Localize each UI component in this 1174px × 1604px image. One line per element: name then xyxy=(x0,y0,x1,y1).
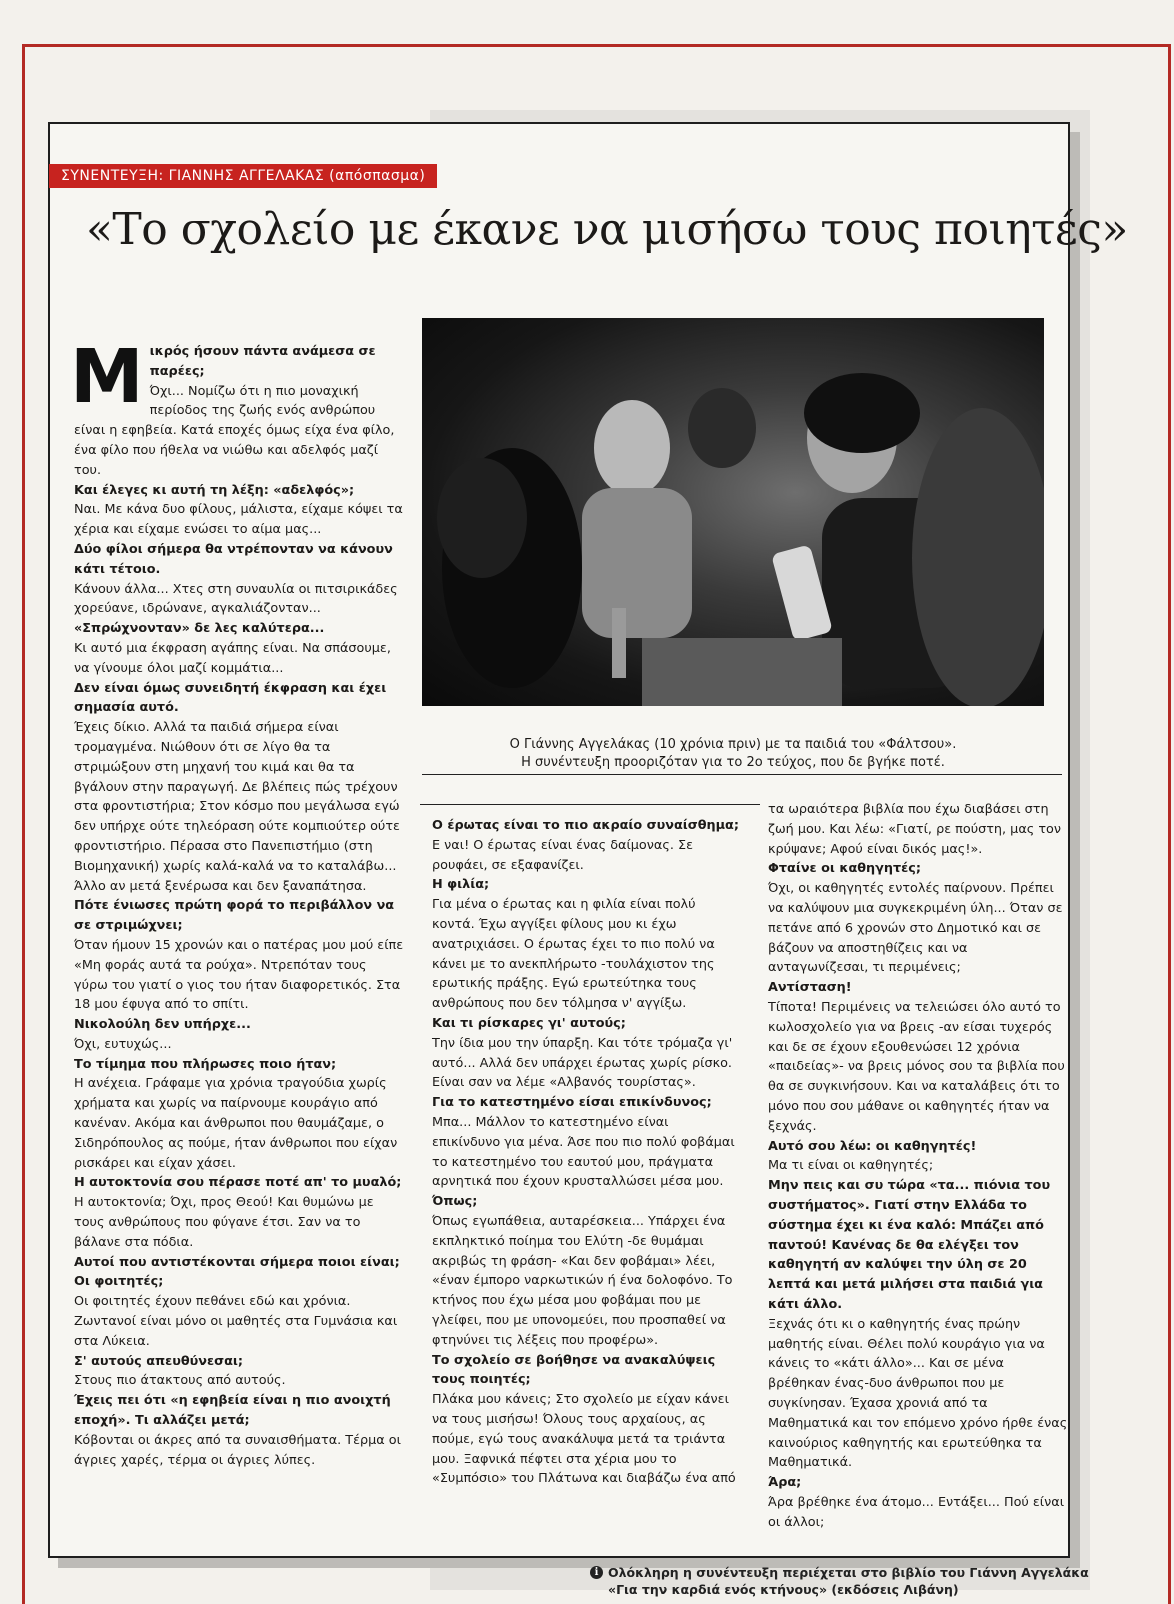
question: Αυτοί που αντιστέκονται σήμερα ποιοι είναι; Οι φοιτητές; xyxy=(74,1254,400,1290)
answer: τα ωραιότερα βιβλία που έχω διαβάσει στη ζωή μου. Και λέω: «Γιατί, ρε πούστη, μας τον κρύψανε; Αφού είναι δικός μας!». xyxy=(768,802,1062,857)
answer: Κόβονται οι άκρες από τα συναισθήματα. Τέρμα οι άγριες χαρές, τέρμα οι άγριες λύπες. xyxy=(74,1432,401,1468)
column-2 xyxy=(432,816,740,1489)
column-1-text xyxy=(74,342,404,1470)
question: Έχεις πει ότι «η εφηβεία είναι η πιο ανοιχτή εποχή». Τι αλλάζει μετά; xyxy=(74,1393,391,1429)
column-3-text xyxy=(768,800,1068,1532)
question: Αντίσταση! xyxy=(768,980,852,996)
question: Άρα; xyxy=(768,1475,802,1491)
article-box xyxy=(48,122,1128,1558)
footnote xyxy=(594,1564,1168,1598)
question: Ο έρωτας είναι το πιο ακραίο συναίσθημα; xyxy=(432,818,739,833)
answer: Άρα βρέθηκε ένα άτομο... Εντάξει... Πού είναι οι άλλοι; xyxy=(768,1494,1065,1530)
question: Η αυτοκτονία σου πέρασε ποτέ απ' το μυαλό; xyxy=(74,1175,402,1191)
question: Δεν είναι όμως συνειδητή έκφραση και έχει σημασία αυτό. xyxy=(74,680,387,716)
answer: Μα τι είναι οι καθηγητές; xyxy=(768,1158,934,1174)
answer: Η ανέχεια. Γράφαμε για χρόνια τραγούδια χωρίς χρήματα και χωρίς να παίρνουμε κουράγιο από κανέναν. Ακόμα και άνθρωποι που θαυμάζαμε, ο Σιδηρόπουλος ας πούμε, ήταν άνθρωποι που είχαν ρισκάρει και είχαν χάσει. xyxy=(74,1076,398,1171)
photo-caption xyxy=(422,736,1044,772)
column-3 xyxy=(768,800,1068,1532)
answer: Οι φοιτητές έχουν πεθάνει εδώ και χρόνια. Ζωντανοί είναι μόνο οι μαθητές στα Γυμνάσια και στα Λύκεια. xyxy=(74,1294,398,1349)
headline: «Το σχολείο με έκανε να μισήσω τους ποιητές» xyxy=(86,204,1128,255)
question: Για το κατεστημένο είσαι επικίνδυνος; xyxy=(432,1095,712,1111)
answer: Ξεχνάς ότι κι ο καθηγητής ένας πρώην μαθητής είναι. Θέλει πολύ κουράγιο για να κάνεις το «κάτι άλλο»... Και σε μένα βρέθηκαν ένας-δυο άνθρωποι που με συγκίνησαν. Έχασα χρονιά από τα Μαθηματικά και τον επόμενο χρόνο ήρθε ένας καινούριος καθηγητής και ερωτεύθηκα τα Μαθηματικά. xyxy=(768,1316,1068,1471)
question: Και τι ρίσκαρες γι' αυτούς; xyxy=(432,1015,626,1031)
question: Φταίνε οι καθηγητές; xyxy=(768,861,921,877)
answer: Η αυτοκτονία; Όχι, προς Θεού! Και θυμώνω με τους ανθρώπους που φύγανε έτσι. Σαν να το βάλανε στα πόδια. xyxy=(74,1195,374,1250)
question: Πότε ένιωσες πρώτη φορά το περιβάλλον να σε στριμώχνει; xyxy=(74,898,395,934)
section-tag: ΣΥΝΕΝΤΕΥΞΗ: ΓΙΑΝΝΗΣ ΑΓΓΕΛΑΚΑΣ (απόσπασμα) xyxy=(49,164,437,188)
answer: Όπως εγωπάθεια, αυταρέσκεια... Υπάρχει ένα εκπληκτικό ποίημα του Ελύτη -δε θυμάμαι ακριβώς τη φράση- «Και δεν φοβάμαι» λέει, «έναν έμπορο ναρκωτικών ή ένα δολοφόνο. Το κτήνος που έχω μέσα μου φοβάμαι που με γλείφει, που με υπονομεύει, που προσπαθεί να φτηνύνει τις λέξεις που προφέρω». xyxy=(432,1213,733,1348)
answer: Ναι. Με κάνα δυο φίλους, μάλιστα, είχαμε κόψει τα χέρια και είχαμε ενώσει το αίμα μας... xyxy=(74,502,403,538)
answer: Μπα... Μάλλον το κατεστημένο είναι επικίνδυνο για μένα. Άσε που πιο πολύ φοβάμαι το κατεστημένο του εαυτού μου, πράγματα αρνητικά που έχουν κρυσταλλώσει μέσα μου. xyxy=(432,1114,735,1190)
question: Μην πεις και συ τώρα «τα... πιόνια του συστήματος». Γιατί στην Ελλάδα το σύστημα έχει κι ένα καλό: Μπάζει από παντού! Κανένας δε θα ελέγξει τον καθηγητή αν καλύψει την ύλη σε 20 λεπτά και μετά μιλήσει στα παιδιά για κάτι άλλο. xyxy=(768,1178,1051,1312)
answer: Ε ναι! Ο έρωτας είναι ένας δαίμονας. Σε ρουφάει, σε εξαφανίζει. xyxy=(432,837,693,873)
drop-cap: Μ xyxy=(70,334,144,420)
footnote-line-1: Ολόκληρη η συνέντευξη περιέχεται στο βιβλίο του Γιάννη Αγγελάκα xyxy=(608,1565,1089,1580)
question: Όπως; xyxy=(432,1194,478,1210)
question: Η φιλία; xyxy=(432,877,490,893)
answer: Την ίδια μου την ύπαρξη. Και τότε τρόμαζα γι' αυτό... Αλλά δεν υπάρχει έρωτας χωρίς ρίσκο. Είναι σαν να λέμε «Αλβανός τουρίστας». xyxy=(432,1035,733,1091)
caption-rule xyxy=(422,774,1062,775)
column-2-text xyxy=(432,816,740,1489)
question: ικρός ήσουν πάντα ανάμεσα σε παρέες; xyxy=(149,344,376,379)
answer: Κάνουν άλλα... Χτες στη συναυλία οι πιτσιρικάδες χορεύανε, ιδρώνανε, αγκαλιάζονταν... xyxy=(74,581,398,617)
question: Το τίμημα που πλήρωσες ποιο ήταν; xyxy=(74,1056,337,1072)
answer: Στους πιο άτακτους από αυτούς. xyxy=(74,1373,286,1389)
question: Σ' αυτούς απευθύνεσαι; xyxy=(74,1353,244,1369)
caption-line-1: Ο Γιάννης Αγγελάκας (10 χρόνια πριν) με τα παιδιά του «Φάλτσου». xyxy=(509,737,957,752)
question: Και έλεγες κι αυτή τη λέξη: «αδελφός»; xyxy=(74,482,355,498)
answer: Όχι, ευτυχώς... xyxy=(74,1036,172,1052)
question: «Σπρώχνονταν» δε λες καλύτερα... xyxy=(74,621,325,637)
answer: Τίποτα! Περιμένεις να τελειώσει όλο αυτό το κωλοσχολείο για να βρεις -αν είσαι τυχερός και δε σε έχουν εξουθενώσει 12 χρόνια «παιδείας»- να βρεις μόνος σου τα βιβλία που θα σε συγκινήσουν. Και να καταλάβεις ότι το μόνο που σου μάθανε οι καθηγητές ήταν να ξεχνάς. xyxy=(768,999,1065,1134)
answer: Όχι, οι καθηγητές εντολές παίρνουν. Πρέπει να καλύψουν μια συγκεκριμένη ύλη... Όταν σε πετάνε από 6 χρονών στο Δημοτικό και σε βάζουν να αποστηθίζεις και να ανταγωνίζεσαι, τι περιμένεις; xyxy=(768,881,1063,976)
answer: Κι αυτό μια έκφραση αγάπης είναι. Να σπάσουμε, να γίνουμε όλοι μαζί κομμάτια... xyxy=(74,640,391,676)
question: Αυτό σου λέω: οι καθηγητές! xyxy=(768,1138,977,1154)
question: Νικολούλη δεν υπήρχε... xyxy=(74,1017,251,1033)
caption-line-2: Η συνέντευξη προοριζόταν για το 2ο τεύχος, που δε βγήκε ποτέ. xyxy=(521,755,945,770)
question: Το σχολείο σε βοήθησε να ανακαλύψεις τους ποιητές; xyxy=(432,1352,716,1388)
answer: Όταν ήμουν 15 χρονών και ο πατέρας μου μού είπε «Μη φοράς αυτά τα ρούχα». Ντρεπόταν τους γύρω του γιατί ο γιος του ήταν διαφορετικός. Στα 18 μου έφυγα από το σπίτι. xyxy=(74,937,404,1013)
footnote-line-2: «Για την καρδιά ενός κτήνους» (εκδόσεις Λιβάνη) xyxy=(608,1582,959,1597)
interview-photo xyxy=(422,318,1044,706)
answer: Όχι... Νομίζω ότι η πιο μοναχική περίοδος της ζωής ενός ανθρώπου είναι η εφηβεία. Κατά εποχές όμως είχα ένα φίλο, ένα φίλο που ήθελα να νιώθω και αδελφός μαζί του. xyxy=(74,383,395,478)
answer: Πλάκα μου κάνεις; Στο σχολείο με είχαν κάνει να τους μισήσω! Όλους τους αρχαίους, ας πούμε, εγώ τους ανακάλυψα μετά τα τριάντα μου. Ξαφνικά πέφτει στα χέρια μου το «Συμπόσιο» του Πλάτωνα και διαβάζω ένα από xyxy=(432,1392,736,1487)
info-icon: i xyxy=(590,1566,603,1579)
column-1 xyxy=(70,334,404,1470)
answer: Έχεις δίκιο. Αλλά τα παιδιά σήμερα είναι τρομαγμένα. Νιώθουν ότι σε λίγο θα τα στριμώξουν στη μηχανή του κιμά και θα τα βγάλουν στην παραγωγή. Δε βλέπεις πώς τρέχουν στα φροντιστήρια; Στον κόσμο που μεγάλωσα εγώ δεν υπήρχε ούτε τηλεόραση ούτε κομπιούτερ ούτε φροντιστήριο. Πέρασα στο Πανεπιστήμιο (στη Βιομηχανική) χωρίς καλά-καλά να το καταλάβω... Άλλο αν μετά ξενέρωσα και δεν ξαναπάτησα. xyxy=(74,720,400,894)
column-rule xyxy=(420,804,760,805)
question: Δύο φίλοι σήμερα θα ντρέπονταν να κάνουν κάτι τέτοιο. xyxy=(74,541,393,577)
answer: Για μένα ο έρωτας και η φιλία είναι πολύ κοντά. Έχω αγγίξει φίλους μου κι έχω ανατριχιάσει. Ο έρωτας έχει το πιο πολύ να κάνει με το ανεκπλήρωτο -τουλάχιστον της ερωτικής πράξης. Εγώ ερωτεύτηκα τους ανθρώπους που δεν τόλμησα ν' αγγίξω. xyxy=(432,897,715,1012)
